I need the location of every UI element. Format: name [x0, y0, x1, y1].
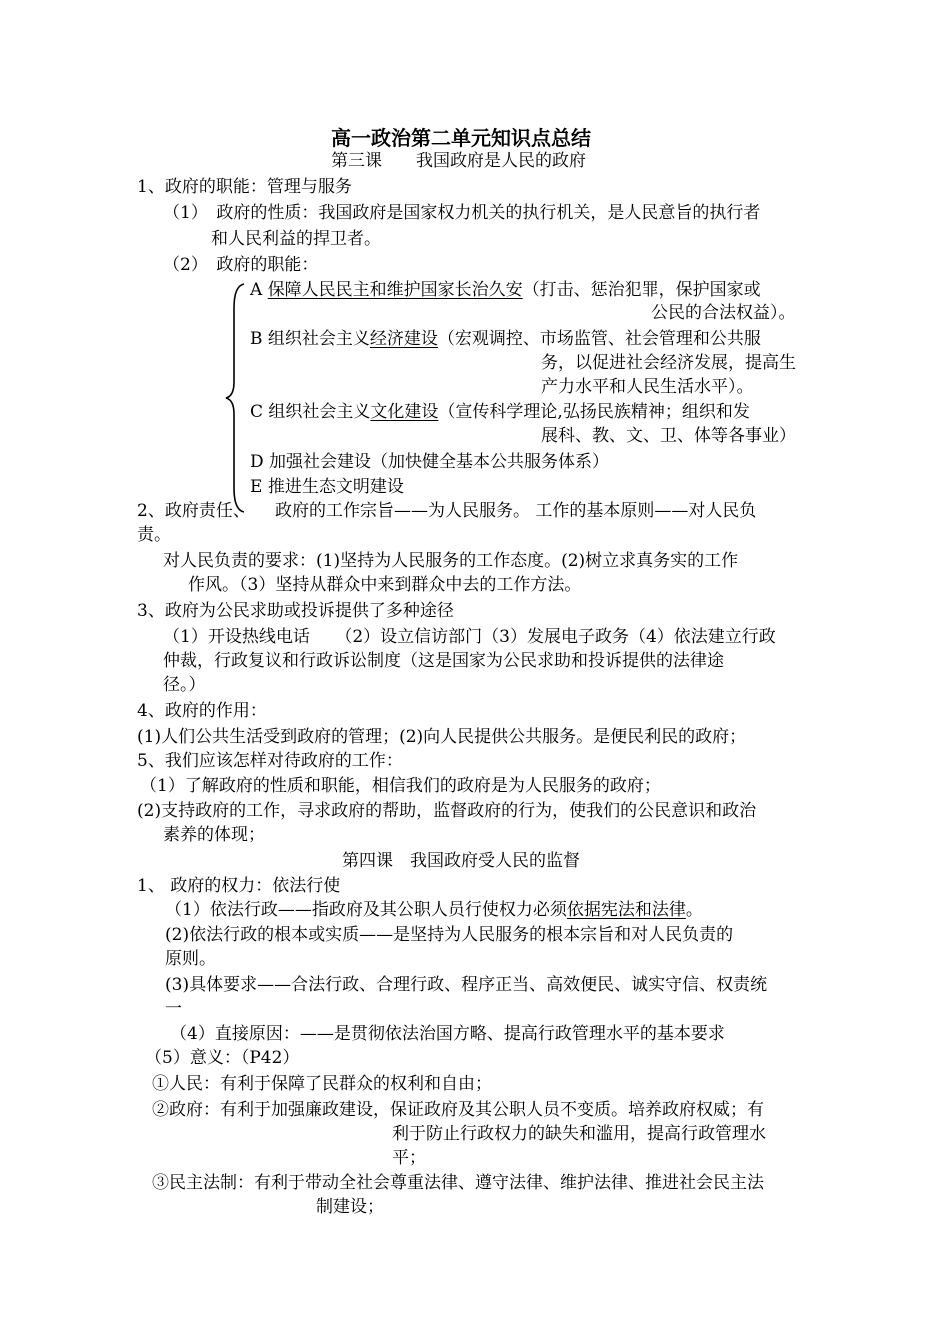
lesson3-heading: 第三课 我国政府是人民的政府: [331, 151, 586, 171]
l3-section5-title: 5、我们应该怎样对待政府的工作：: [137, 751, 403, 771]
function-a-line1: [250, 279, 761, 301]
function-b-rest: （宏观调控、市场监管、社会管理和公共服: [437, 329, 761, 349]
l4-s1-p3-line1: (3)具体要求——合法行政、合理行政、程序正当、高效便民、诚实守信、权责统: [165, 975, 768, 995]
function-c-label: C 组织社会主义: [250, 402, 371, 422]
meaning-2-line2: 利于防止行政权力的缺失和滥用，提高行政管理水: [392, 1124, 766, 1144]
meaning-1: ①人民：有利于保障了民群众的权利和自由；: [152, 1074, 492, 1094]
l3-section4-title: 4、政府的作用：: [137, 701, 267, 721]
l4-s1-p2-line1: (2)依法行政的根本或实质——是坚持为人民服务的根本宗旨和对人民负责的: [165, 925, 734, 945]
function-a-line2: 公民的合法权益）。: [651, 303, 796, 323]
l3-s3-line3: 径。）: [163, 675, 206, 695]
function-b-line1: [250, 328, 761, 350]
function-a-key: 保障人民民主和维护国家长治久安: [267, 280, 523, 300]
l3-section3-title: 3、政府为公民求助或投诉提供了多种途径: [137, 601, 454, 621]
l4-s1-p1: [165, 899, 703, 921]
brace-bracket: [224, 282, 248, 514]
function-a-label: A: [250, 280, 268, 300]
lesson4-heading: 第四课 我国政府受人民的监督: [342, 851, 580, 871]
l4-s1-p4: （4）直接原因：——是贯彻依法治国方略、提高行政管理水平的基本要求: [170, 1024, 725, 1044]
function-b-line2: 务，以促进社会经济发展，提高生: [541, 353, 796, 373]
l3-s1-p1-line2: 和人民利益的捍卫者。: [211, 229, 381, 249]
function-c-line2: 展科、教、文、卫、体等各事业）: [541, 426, 796, 446]
l3-s1-p2: （2） 政府的职能：: [163, 255, 319, 275]
l4-section1-title: 1、 政府的权力：依法行使: [137, 876, 341, 896]
l3-s1-p1-line1: （1） 政府的性质：我国政府是国家权力机关的执行机关，是人民意旨的执行者: [163, 203, 761, 223]
l4-s1-p5: （5）意义：（P42）: [145, 1048, 300, 1068]
meaning-2-line3: 平；: [392, 1148, 426, 1168]
function-e: E 推进生态文明建设: [250, 477, 404, 497]
l4-s1-p1-key: 依据宪法和法律: [566, 900, 686, 920]
l3-s2-req-line2: 作风。（3）坚持从群众中来到群众中去的工作方法。: [188, 575, 582, 595]
l3-s4-line1: (1)人们公共生活受到政府的管理；(2)向人民提供公共服务。是便民利民的政府；: [137, 727, 747, 747]
function-b-key: 经济建设: [369, 329, 438, 349]
l3-s2-req-line1: 对人民负责的要求：(1)坚持为人民服务的工作态度。(2)树立求真务实的工作: [163, 551, 739, 571]
l3-s5-line1: （1）了解政府的性质和职能，相信我们的政府是为人民服务的政府；: [140, 776, 661, 796]
function-a-rest: （打击、惩治犯罪，保护国家或: [522, 280, 761, 300]
l3-section2-title-a: 2、政府责任、: [137, 501, 250, 521]
l4-s1-p1-text: （1）依法行政——指政府及其公职人员行使权力必须: [165, 900, 567, 920]
function-b-line3: 产力水平和人民生活水平）。: [541, 377, 754, 397]
function-c-key: 文化建设: [370, 402, 439, 422]
l4-s1-p2-line2: 原则。: [165, 949, 216, 969]
l3-s5-line2: (2)支持政府的工作，寻求政府的帮助，监督政府的行为，使我们的公民意识和政治: [137, 801, 757, 821]
l3-s5-line3: 素养的体现；: [163, 825, 265, 845]
function-c-line1: [250, 401, 750, 423]
l4-s1-p3-line2: 一: [165, 999, 182, 1019]
l3-section2-line2: 责。: [137, 525, 171, 545]
l3-section2-title-b: 政府的工作宗旨——为人民服务。 工作的基本原则——对人民负: [275, 501, 757, 521]
l4-s1-p1-end: 。: [685, 900, 703, 920]
function-d: D 加强社会建设（加快健全基本公共服务体系）: [250, 452, 610, 472]
l3-s3-line2: 仲裁，行政复议和行政诉讼制度（这是国家为公民求助和投诉提供的法律途: [163, 651, 724, 671]
meaning-2-line1: ②政府：有利于加强廉政建设，保证政府及其公职人员不变质。培养政府权威；有: [152, 1100, 764, 1120]
l3-section1-title: 1、政府的职能：管理与服务: [137, 177, 352, 197]
function-b-label: B 组织社会主义: [250, 329, 370, 349]
meaning-3-line1: ③民主法制：有利于带动全社会尊重法律、遵守法律、维护法律、推进社会民主法: [152, 1173, 764, 1193]
function-c-rest: （宣传科学理论,弘扬民族精神；组织和发: [438, 402, 750, 422]
meaning-3-line2: 制建设；: [316, 1197, 384, 1217]
l3-s3-line1: （1）开设热线电话 （2）设立信访部门（3）发展电子政务（4）依法建立行政: [163, 627, 776, 647]
document-title: 高一政治第二单元知识点总结: [331, 126, 591, 150]
